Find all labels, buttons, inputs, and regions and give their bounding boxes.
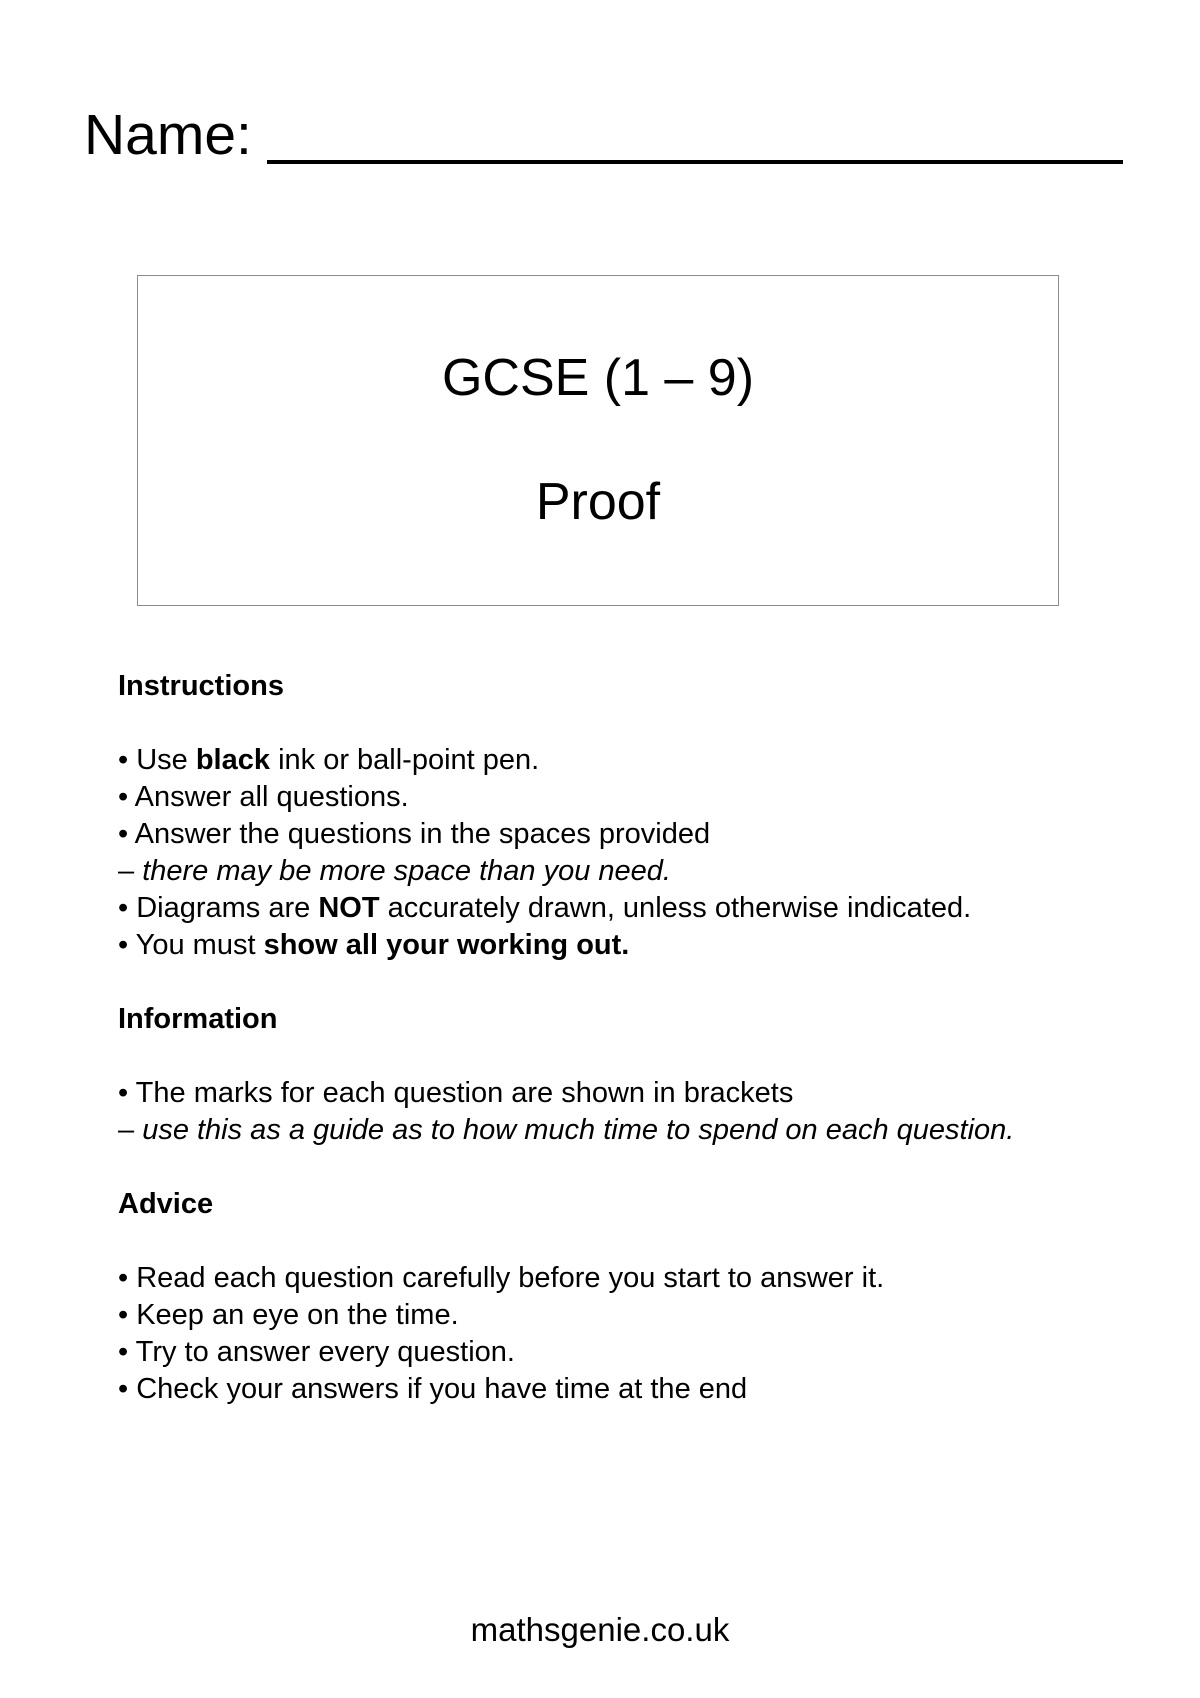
instructions-heading: Instructions xyxy=(118,670,284,702)
footer-website: mathsgenie.co.uk xyxy=(470,1611,730,1648)
instruction-item: • You must show all your working out. xyxy=(118,929,630,961)
instruction-item: • Answer all questions. xyxy=(118,781,409,813)
information-item: – use this as a guide as to how much time to spend on each question. xyxy=(118,1114,1015,1146)
instruction-item: • Use black ink or ball-point pen. xyxy=(118,744,540,776)
instruction-item: • Diagrams are NOT accurately drawn, unless otherwise indicated. xyxy=(118,892,972,924)
title-box xyxy=(137,275,1059,606)
name-label: Name: xyxy=(84,103,252,167)
topic-title: Proof xyxy=(535,473,661,531)
information-item: • The marks for each question are shown in brackets xyxy=(118,1077,794,1109)
advice-item: • Keep an eye on the time. xyxy=(118,1299,459,1331)
information-heading: Information xyxy=(118,1003,278,1035)
name-answer-line[interactable] xyxy=(267,160,1123,164)
advice-item: • Read each question carefully before you start to answer it. xyxy=(118,1262,885,1294)
exam-level-title: GCSE (1 – 9) xyxy=(441,349,755,407)
advice-heading: Advice xyxy=(118,1188,214,1220)
name-row xyxy=(84,100,1124,180)
instruction-item: • Answer the questions in the spaces provided xyxy=(118,818,711,850)
instruction-item: – there may be more space than you need. xyxy=(118,855,671,887)
advice-item: • Check your answers if you have time at the end xyxy=(118,1373,748,1405)
advice-item: • Try to answer every question. xyxy=(118,1336,515,1368)
cover-notes xyxy=(118,668,1168,1408)
